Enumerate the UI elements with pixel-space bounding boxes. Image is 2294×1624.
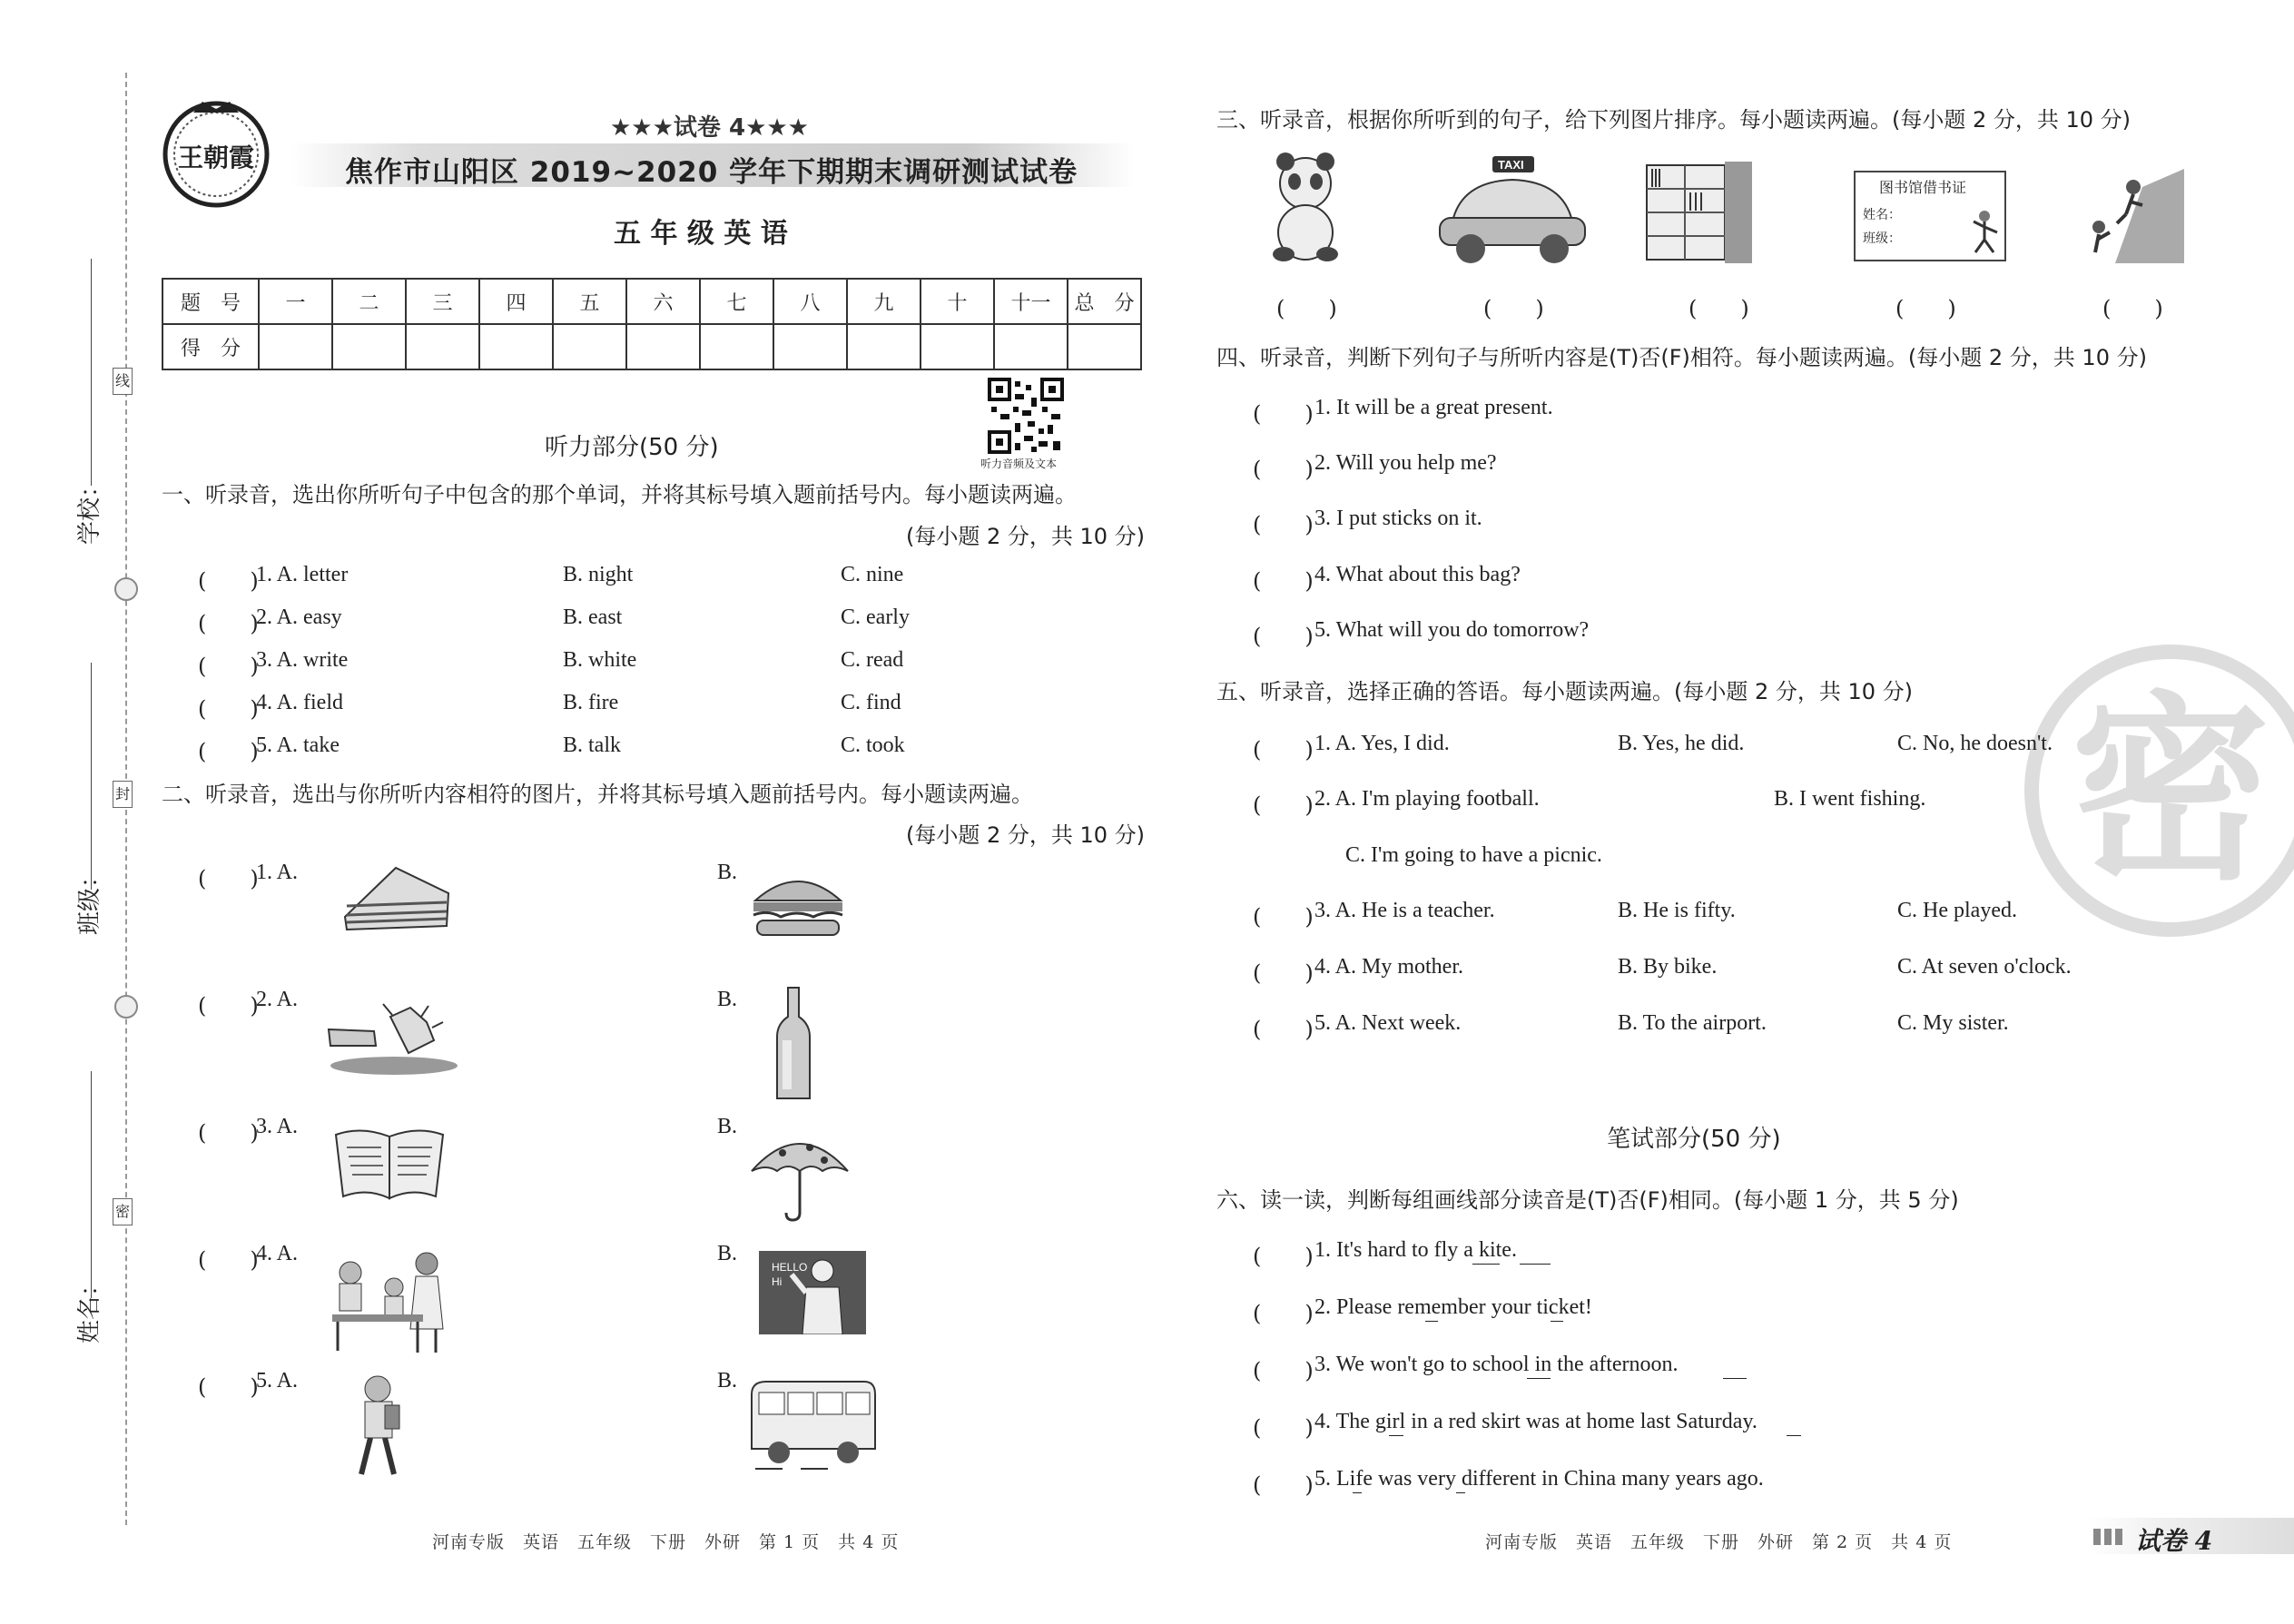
- score-input-cell[interactable]: [406, 324, 479, 369]
- open-book-icon: [330, 1124, 448, 1209]
- statement: 2. Will you help me?: [1314, 451, 1497, 475]
- option-a-label: 2. A.: [256, 988, 299, 1011]
- option-b: B. Yes, he did.: [1618, 732, 1745, 755]
- name-label: 姓名：: [76, 1272, 103, 1343]
- statement: 4. The girl in a red skirt was at home last Saturday.: [1314, 1410, 1757, 1433]
- writing-title: 笔试部分(50 分): [1607, 1126, 1781, 1153]
- seal-mark-secret: 密: [113, 1198, 133, 1225]
- seal-mark-seal: 封: [113, 781, 133, 808]
- class-blank: [91, 663, 92, 890]
- option-a: 4. A. field: [256, 691, 343, 714]
- answer-blank[interactable]: ( ): [1253, 624, 1314, 649]
- teacher-icon: [759, 1251, 866, 1338]
- bottle-icon: [775, 986, 812, 1106]
- underline-mark: [1425, 1321, 1438, 1322]
- answer-blank[interactable]: ( ): [1253, 737, 1314, 763]
- score-input-cell[interactable]: [700, 324, 773, 369]
- answer-blank[interactable]: ( ): [198, 654, 259, 679]
- option-b-label: B.: [717, 861, 738, 884]
- score-header-cell: 八: [773, 279, 847, 324]
- confidential-watermark: 密: [2024, 645, 2294, 937]
- score-input-cell[interactable]: [994, 324, 1068, 369]
- answer-blank[interactable]: ( ): [1253, 1244, 1314, 1269]
- answer-blank[interactable]: ( ): [198, 1120, 259, 1146]
- s3-title: 三、听录音，根据你所听到的句子，给下列图片排序。每小题读两遍。(每小题 2 分，共 10 分): [1216, 107, 2132, 133]
- exam-title: 焦作市山阳区 2019~2020 学年下期期末调研测试试卷: [345, 156, 1078, 189]
- option-c: C. I'm going to have a picnic.: [1345, 843, 1602, 867]
- option-b: B. white: [563, 648, 637, 672]
- answer-blank[interactable]: ( ): [198, 1247, 259, 1273]
- option-a: 1. A. letter: [256, 563, 349, 586]
- order-blank[interactable]: ( ): [1689, 296, 1749, 321]
- library-card-class: 班级：: [1863, 231, 1901, 246]
- answer-blank[interactable]: ( ): [1253, 904, 1314, 930]
- score-table: [162, 278, 1142, 370]
- score-input-cell[interactable]: [773, 324, 847, 369]
- ornament-icon: [114, 995, 138, 1019]
- s1-score: (每小题 2 分，共 10 分): [906, 524, 1146, 549]
- answer-blank[interactable]: ( ): [1253, 1472, 1314, 1498]
- s2-score: (每小题 2 分，共 10 分): [906, 822, 1146, 848]
- answer-blank[interactable]: ( ): [1253, 457, 1314, 482]
- option-b-label: B.: [717, 1369, 738, 1393]
- option-b: B. talk: [563, 733, 621, 757]
- score-header-cell: 三: [406, 279, 479, 324]
- library-card-title: 图书馆借书证: [1879, 179, 1967, 196]
- option-a-label: 5. A.: [256, 1369, 299, 1393]
- answer-blank[interactable]: ( ): [198, 696, 259, 722]
- answer-blank[interactable]: ( ): [198, 611, 259, 636]
- option-c: C. read: [841, 648, 904, 672]
- umbrella-icon: [746, 1126, 853, 1229]
- answer-blank[interactable]: ( ): [198, 568, 259, 594]
- exam-subtitle: 五 年 级 英 语: [614, 218, 788, 250]
- option-c: C. early: [841, 605, 910, 629]
- broken-bottle-icon: [320, 995, 461, 1082]
- option-a: 3. A. write: [256, 648, 349, 672]
- option-b: B. fire: [563, 691, 619, 714]
- answer-blank[interactable]: ( ): [1253, 1358, 1314, 1383]
- score-input-cell[interactable]: [847, 324, 921, 369]
- footer-page2: 河南专版 英语 五年级 下册 外研 第 2 页 共 4 页: [1485, 1532, 1953, 1552]
- score-header-cell: 四: [479, 279, 553, 324]
- option-c: C. took: [841, 733, 905, 757]
- option-c: C. nine: [841, 563, 904, 586]
- score-input-cell[interactable]: [479, 324, 553, 369]
- option-b-label: B.: [717, 1242, 738, 1265]
- statement: 1. It's hard to fly a kite.: [1314, 1238, 1517, 1262]
- bookshelf-icon: [1643, 162, 1754, 267]
- answer-blank[interactable]: ( ): [1253, 512, 1314, 537]
- score-input-cell[interactable]: [626, 324, 700, 369]
- option-b-label: B.: [717, 988, 738, 1011]
- score-header-cell: 七: [700, 279, 773, 324]
- score-header-cell: 十一: [994, 279, 1068, 324]
- score-header-cell: 总 分: [1068, 279, 1141, 324]
- footer-tag-squares: [2093, 1529, 2124, 1545]
- school-label: 学校：: [76, 473, 103, 545]
- underline-mark: [1456, 1492, 1465, 1493]
- svg-text:HELLO: HELLO: [772, 1261, 808, 1274]
- score-header-cell: 一: [259, 279, 332, 324]
- score-header-cell: 五: [553, 279, 626, 324]
- s4-title: 四、听录音，判断下列句子与所听内容是(T)否(F)相符。每小题读两遍。(每小题 2 分，共 10 分): [1216, 345, 2147, 370]
- s5-title: 五、听录音，选择正确的答语。每小题读两遍。(每小题 2 分，共 10 分): [1216, 679, 1914, 704]
- option-b: B. night: [563, 563, 634, 586]
- underline-mark: [1353, 1492, 1362, 1493]
- s6-title: 六、读一读，判断每组画线部分读音是(T)否(F)相同。(每小题 1 分，共 5 分): [1216, 1187, 1959, 1213]
- option-c: C. My sister.: [1897, 1011, 2009, 1035]
- option-b: B. I went fishing.: [1774, 787, 1926, 811]
- sandwich-icon: [340, 862, 454, 939]
- score-header-cell: 九: [847, 279, 921, 324]
- option-b: B. east: [563, 605, 623, 629]
- score-input-cell[interactable]: [332, 324, 406, 369]
- statement: 4. What about this bag?: [1314, 563, 1521, 586]
- qr-code-icon[interactable]: [988, 378, 1064, 454]
- exam-badge: ★★★试卷 4★★★: [610, 114, 809, 142]
- taxi-icon: [1434, 154, 1589, 272]
- score-input-cell[interactable]: [1068, 324, 1141, 369]
- option-a: 5. A. take: [256, 733, 340, 757]
- option-a: 3. A. He is a teacher.: [1314, 899, 1495, 922]
- class-label: 班级：: [76, 863, 103, 935]
- underline-mark: [1723, 1378, 1747, 1379]
- answer-blank[interactable]: ( ): [1253, 1415, 1314, 1441]
- footer-tag: 试卷 4: [2135, 1526, 2213, 1556]
- score-input-cell[interactable]: [921, 324, 994, 369]
- order-blank[interactable]: ( ): [2102, 296, 2163, 321]
- option-a: 4. A. My mother.: [1314, 955, 1464, 979]
- option-c: C. He played.: [1897, 899, 2017, 922]
- answer-blank[interactable]: ( ): [1253, 960, 1314, 986]
- answer-blank[interactable]: ( ): [1253, 568, 1314, 594]
- answer-blank[interactable]: ( ): [1253, 1301, 1314, 1326]
- statement: 2. Please remember your ticket!: [1314, 1295, 1592, 1319]
- answer-blank[interactable]: ( ): [198, 993, 259, 1019]
- score-header-cell: 六: [626, 279, 700, 324]
- svg-text:Hi: Hi: [772, 1275, 783, 1288]
- option-c: C. find: [841, 691, 901, 714]
- boy-walking-icon: [345, 1373, 410, 1485]
- qr-caption: 听力音频及文本: [980, 458, 1058, 470]
- option-b: B. He is fifty.: [1618, 899, 1736, 922]
- score-header-cell: 二: [332, 279, 406, 324]
- footer-page1: 河南专版 英语 五年级 下册 外研 第 1 页 共 4 页: [432, 1532, 900, 1552]
- option-a-label: 4. A.: [256, 1242, 299, 1265]
- option-a: 1. A. Yes, I did.: [1314, 732, 1450, 755]
- order-blank[interactable]: ( ): [1895, 296, 1956, 321]
- option-b-label: B.: [717, 1115, 738, 1138]
- option-c: C. At seven o'clock.: [1897, 955, 2072, 979]
- answer-blank[interactable]: ( ): [1253, 792, 1314, 818]
- option-b: B. By bike.: [1618, 955, 1718, 979]
- panda-icon: [1267, 153, 1344, 269]
- seal-mark-line: 线: [113, 368, 133, 395]
- score-input-cell[interactable]: [259, 324, 332, 369]
- option-c: C. No, he doesn't.: [1897, 732, 2053, 755]
- s2-title: 二、听录音，选出与你所听内容相符的图片，并将其标号填入题前括号内。每小题读两遍。: [162, 782, 1033, 807]
- option-a: 2. A. easy: [256, 605, 342, 629]
- score-header-cell: 题 号: [162, 279, 259, 324]
- library-card-name: 姓名：: [1863, 208, 1901, 222]
- hamburger-icon: [750, 868, 846, 944]
- logo-text: 王朝霞: [177, 143, 254, 172]
- listening-title: 听力部分(50 分): [545, 434, 719, 461]
- statement: 1. It will be a great present.: [1314, 396, 1553, 419]
- answer-blank[interactable]: ( ): [1253, 1017, 1314, 1042]
- order-blank[interactable]: ( ): [1276, 296, 1337, 321]
- school-bus-icon: [746, 1376, 881, 1478]
- order-blank[interactable]: ( ): [1483, 296, 1544, 321]
- underline-mark: [1787, 1435, 1801, 1436]
- answer-blank[interactable]: ( ): [198, 739, 259, 764]
- option-a: 2. A. I'm playing football.: [1314, 787, 1540, 811]
- answer-blank[interactable]: ( ): [198, 866, 259, 891]
- climber-icon: [2079, 169, 2184, 267]
- statement: 3. We won't go to school in the afternoon.: [1314, 1353, 1679, 1376]
- option-b: B. To the airport.: [1618, 1011, 1767, 1035]
- underline-mark: [1551, 1321, 1563, 1322]
- s1-title: 一、听录音，选出你所听句子中包含的那个单词，并将其标号填入题前括号内。每小题读两遍。: [162, 482, 1077, 507]
- answer-blank[interactable]: ( ): [198, 1374, 259, 1400]
- option-a-label: 1. A.: [256, 861, 299, 884]
- score-header-cell: 十: [921, 279, 994, 324]
- statement: 5. What will you do tomorrow?: [1314, 618, 1590, 642]
- underline-mark: [1389, 1435, 1403, 1436]
- school-blank: [91, 259, 92, 486]
- statement: 5. Life was very different in China many years ago.: [1314, 1467, 1764, 1491]
- library-card-icon: [1854, 171, 2006, 261]
- taxi-label: TAXI: [1498, 158, 1524, 172]
- option-a: 5. A. Next week.: [1314, 1011, 1462, 1035]
- name-blank: [91, 1071, 92, 1298]
- family-icon: [330, 1251, 454, 1360]
- answer-blank[interactable]: ( ): [1253, 401, 1314, 427]
- score-row-label: 得 分: [162, 324, 259, 369]
- underline-mark: [1520, 1264, 1551, 1265]
- underline-mark: [1527, 1378, 1551, 1379]
- statement: 3. I put sticks on it.: [1314, 507, 1482, 530]
- option-a-label: 3. A.: [256, 1115, 299, 1138]
- ornament-icon: [114, 577, 138, 601]
- score-input-cell[interactable]: [553, 324, 626, 369]
- underline-mark: [1472, 1264, 1500, 1265]
